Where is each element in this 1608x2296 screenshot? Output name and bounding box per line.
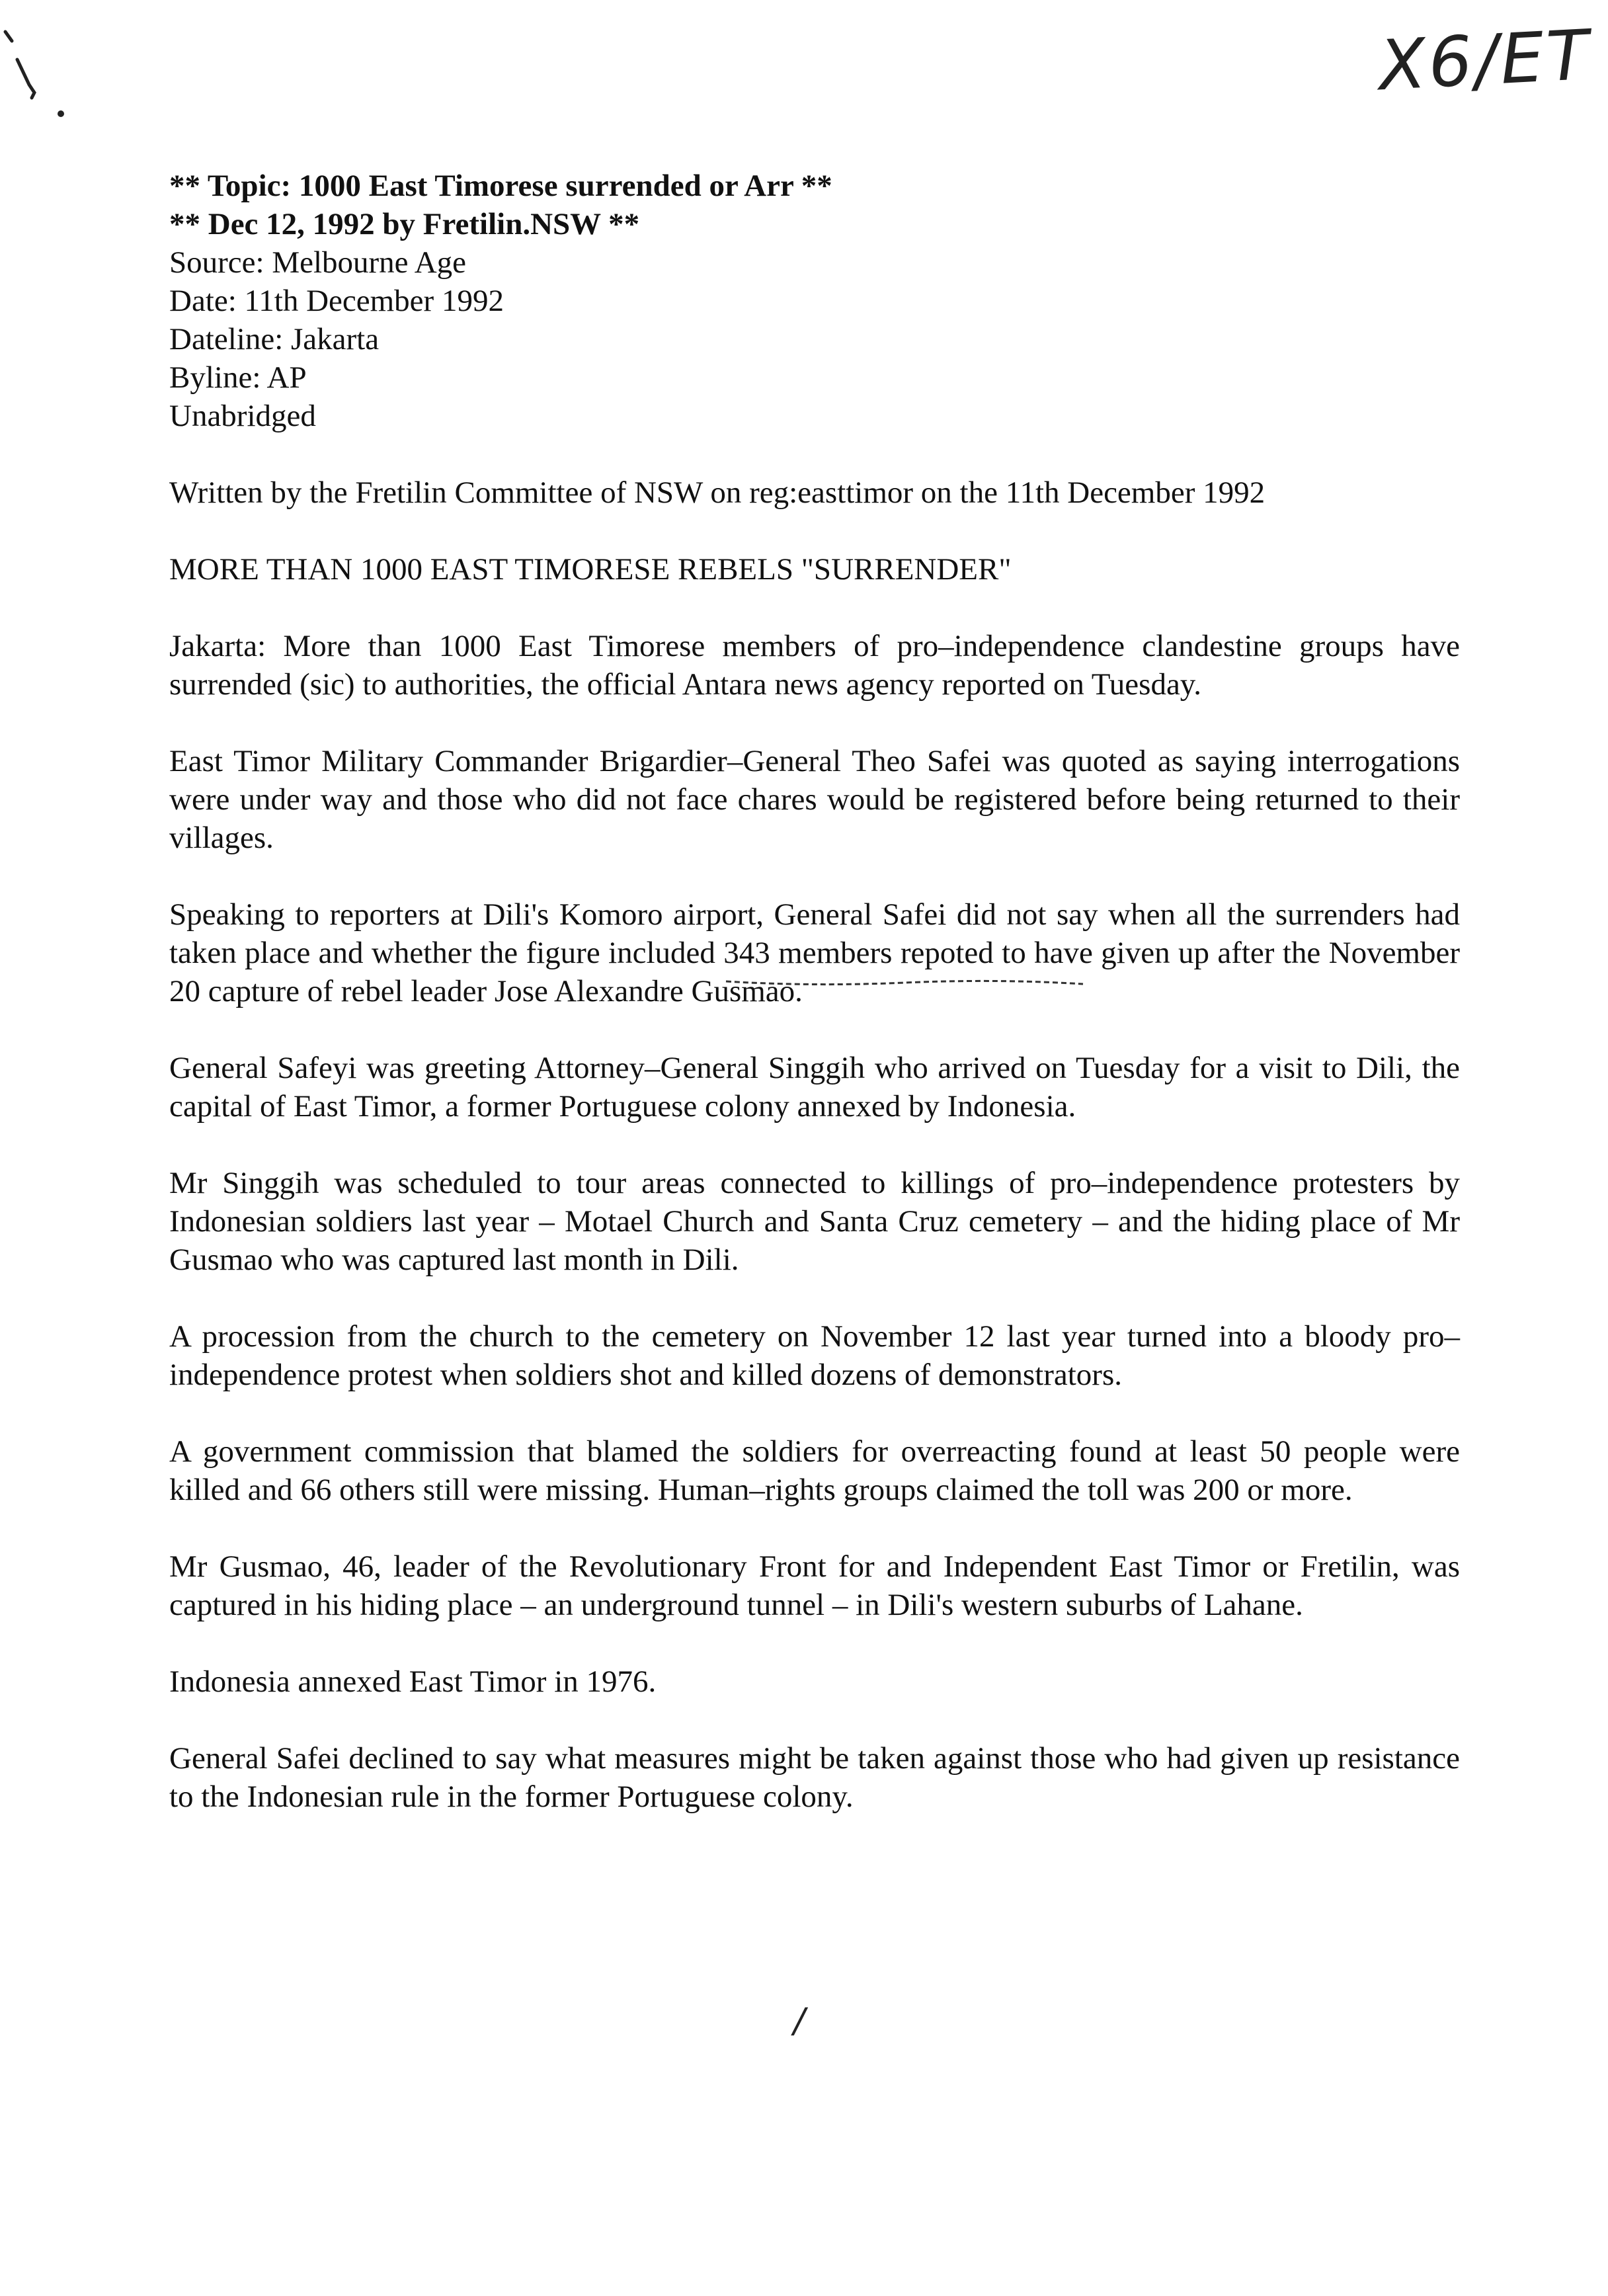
article-paragraph: A government commission that blamed the soldiers for overreacting found at least 50 people were killed and 66 others still were missing. Human–rights groups claimed the toll was 200 or more. [169, 1434, 1460, 1507]
header-byline: Byline: AP [169, 360, 307, 395]
article-paragraph: East Timor Military Commander Brigardier–General Theo Safei was quoted as saying interrogations were under way and those who did not face chares would be registered before being returned to their villages. [169, 744, 1460, 855]
handwritten-page-mark: / [793, 2001, 805, 2041]
intro-line: Written by the Fretilin Committee of NSW on reg:easttimor on the 11th December 1992 [169, 475, 1266, 510]
handwritten-underline-mark [719, 967, 1090, 993]
article-paragraph: Speaking to reporters at Dili's Komoro airport, General Safei did not say when all the surrenders had taken place and whether the figure included 343 members repoted to have given up after the November 20 capture of rebel leader Jose Alexandre Gusmao. [169, 897, 1460, 1008]
handwritten-file-code: X6/ET [1377, 14, 1593, 106]
article-body [169, 473, 1460, 1854]
article-paragraph: Jakarta: More than 1000 East Timorese members of pro–independence clandestine groups have surrended (sic) to authorities, the official Antara news agency reported on Tuesday. [169, 629, 1460, 702]
header-date-author: ** Dec 12, 1992 by Fretilin.NSW ** [169, 207, 640, 241]
article-headline: MORE THAN 1000 EAST TIMORESE REBELS "SURRENDER" [169, 552, 1012, 587]
header-unabridged: Unabridged [169, 399, 316, 433]
header-dateline: Dateline: Jakarta [169, 322, 380, 356]
header-topic: ** Topic: 1000 East Timorese surrended or Arr ** [169, 169, 832, 203]
article-paragraph: General Safeyi was greeting Attorney–General Singgih who arrived on Tuesday for a visit to Dili, the capital of East Timor, a former Portuguese colony annexed by Indonesia. [169, 1051, 1460, 1124]
article-paragraph: General Safei declined to say what measures might be taken against those who had given up resistance to the Indonesian rule in the former Portuguese colony. [169, 1741, 1460, 1814]
article-paragraph: A procession from the church to the cemetery on November 12 last year turned into a bloody pro–independence protest when soldiers shot and killed dozens of demonstrators. [169, 1319, 1460, 1392]
header-date: Date: 11th December 1992 [169, 284, 504, 318]
pen-stroke-mark [0, 26, 73, 119]
article-paragraph: Mr Singgih was scheduled to tour areas connected to killings of pro–independence protesters by Indonesian soldiers last year – Motael Church and Santa Cruz cemetery – and the hiding place of Mr Gusmao who was captured last month in Dili. [169, 1166, 1460, 1277]
message-header [169, 167, 1492, 435]
header-source: Source: Melbourne Age [169, 245, 467, 280]
article-paragraph: Indonesia annexed East Timor in 1976. [169, 1664, 657, 1699]
article-paragraph: Mr Gusmao, 46, leader of the Revolutionary Front for and Independent East Timor or Fretilin, was captured in his hiding place – an underground tunnel – in Dili's western suburbs of Lahane. [169, 1549, 1460, 1622]
